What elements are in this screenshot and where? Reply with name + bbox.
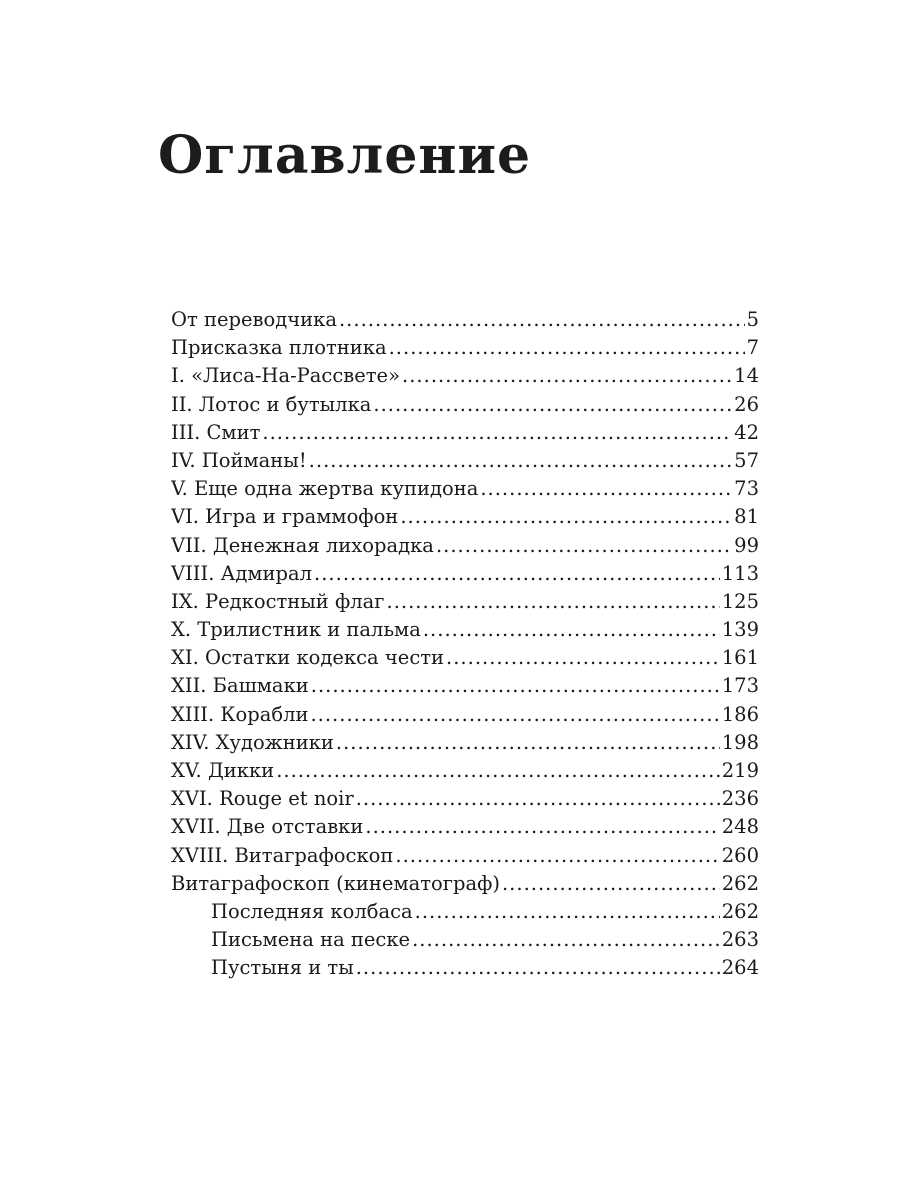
toc-entry [171,560,759,588]
dot-leader [389,334,745,362]
toc-entry-page: 73 [734,477,759,501]
toc-entry-page: 26 [734,392,759,416]
toc-entry [171,842,759,870]
toc-entry [171,729,759,757]
toc-entry [171,813,759,841]
toc-subentry [171,898,759,926]
toc-entry-title: II. Лотос и бутылка [171,392,372,416]
toc-entry-page: 263 [721,928,759,952]
toc-entry [171,419,759,447]
dot-leader [314,560,720,588]
toc-entry-page: 113 [721,561,759,585]
toc-entry-page: 81 [734,505,759,529]
toc-entry-title: Пустыня и ты [211,956,354,980]
dot-leader [400,503,732,531]
toc-entry [171,672,759,700]
toc-entry [171,391,759,419]
toc-entry-title: IX. Редкостный флаг [171,589,385,613]
toc-entry-page: 139 [721,618,759,642]
toc-entry-page: 42 [734,420,759,444]
toc-entry [171,644,759,672]
toc-entry-title: XI. Остатки кодекса чести [171,646,445,670]
toc-entry [171,362,759,390]
dot-leader [262,419,732,447]
toc-entry-page: 57 [734,448,759,472]
dot-leader [373,391,732,419]
toc-entry-title: VIII. Адмирал [171,561,313,585]
toc-entry-title: XVIII. Витаграфоскоп [171,843,394,867]
toc-entry-title: XVI. Rouge et noir [171,787,354,811]
dot-leader [415,898,720,926]
toc-entry-title: XIV. Художники [171,730,334,754]
toc-entry [171,616,759,644]
toc-entry-page: 14 [734,364,759,388]
toc-entry-title: Последняя колбаса [211,899,413,923]
toc-entry-page: 7 [746,336,759,360]
toc-entry [171,334,759,362]
dot-leader [276,757,720,785]
dot-leader [423,616,720,644]
toc-entry-title: Витаграфоскоп (кинематограф) [171,871,500,895]
dot-leader [480,475,732,503]
toc-entry-page: 198 [721,730,759,754]
toc-entry-page: 260 [721,843,759,867]
toc-entry-page: 173 [721,674,759,698]
toc-entry-page: 5 [746,308,759,331]
toc-entry-title: От переводчика [171,308,337,331]
toc-entry-title: XII. Башмаки [171,674,309,698]
toc-entry [171,532,759,560]
toc-entry-title: I. «Лиса-На-Рассвете» [171,364,401,388]
dot-leader [436,532,732,560]
toc-entry-title: III. Смит [171,420,261,444]
toc-entry-title: XIII. Корабли [171,702,309,726]
toc-entry-title: X. Трилистник и пальма [171,618,421,642]
table-of-contents [171,306,759,983]
toc-entry [171,475,759,503]
dot-leader [446,644,720,672]
toc-entry [171,588,759,616]
toc-entry-title: IV. Пойманы! [171,448,307,472]
dot-leader [387,588,720,616]
toc-entry [171,306,759,334]
toc-entry-title: VII. Денежная лихорадка [171,533,434,557]
dot-leader [412,926,720,954]
toc-entry-page: 219 [721,759,759,782]
dot-leader [402,362,732,390]
toc-entry-page: 262 [721,899,759,923]
dot-leader [310,701,719,729]
toc-entry-page: 262 [721,871,759,895]
toc-entry-title: XV. Дикки [171,759,275,782]
toc-entry-page: 125 [721,589,759,613]
toc-entry [171,785,759,813]
toc-entry-page: 186 [721,702,759,726]
toc-entry [171,503,759,531]
toc-entry-page: 236 [721,787,759,811]
dot-leader [336,729,720,757]
dot-leader [356,954,720,982]
dot-leader [502,870,720,898]
dot-leader [356,785,720,813]
dot-leader [311,672,720,700]
toc-entry-title: Письмена на песке [211,928,411,952]
toc-subentry [171,926,759,954]
toc-entry-page: 264 [721,956,759,980]
toc-entry [171,701,759,729]
toc-entry-page: 161 [721,646,759,670]
toc-subentry [171,954,759,982]
toc-entry [171,757,759,785]
toc-entry-title: Присказка плотника [171,336,387,360]
toc-entry-page: 248 [721,815,759,839]
toc-entry-page: 99 [734,533,759,557]
page-title: Оглавление [158,125,532,186]
dot-leader [395,842,719,870]
toc-entry-title: V. Еще одна жертва купидона [171,477,479,501]
toc-entry [171,447,759,475]
toc-entry-title: VI. Игра и граммофон [171,505,399,529]
toc-entry [171,870,759,898]
dot-leader [309,447,733,475]
toc-entry-title: XVII. Две отставки [171,815,364,839]
dot-leader [339,306,745,334]
dot-leader [365,813,719,841]
